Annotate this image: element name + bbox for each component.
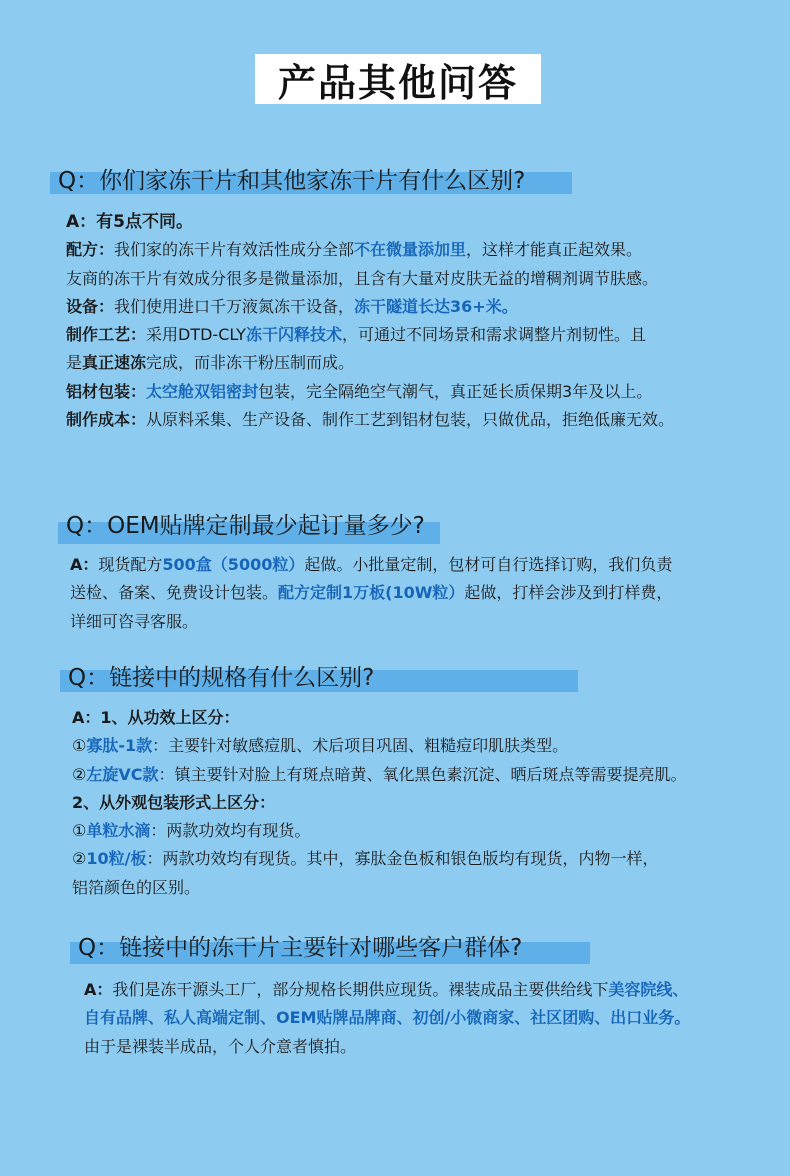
label-packaging: 铝材包装： (66, 381, 147, 401)
text: ① (72, 736, 87, 756)
answer-4-line-1 (84, 976, 690, 1004)
text: 从原料采集、生产设备、制作工艺到铝材包装，只做优品，拒绝低廉无效。 (146, 410, 675, 430)
highlight: 不在微量添加里 (354, 240, 467, 260)
answer-1 (66, 208, 674, 434)
text: 包装，完全隔绝空气潮气，真正延长质保期3年及以上。 (258, 381, 653, 401)
text: 我们家的冻干片有效活性成分全部 (114, 240, 355, 260)
label-formula: 配方： (66, 240, 115, 260)
highlight: 左旋VC款 (86, 764, 159, 784)
text: 是 (66, 353, 83, 373)
text: 我们使用进口千万液氮冻干设备， (114, 296, 355, 316)
highlight: 500盒（5000粒） (162, 555, 305, 574)
answer-3 (72, 704, 687, 902)
text: 起做，打样会涉及到打样费， (464, 583, 673, 603)
text: ：镇主要针对脸上有斑点暗黄、氧化黑色素沉淀、晒后斑点等需要提亮肌。 (158, 764, 687, 784)
text: ② (72, 764, 87, 784)
text: ② (72, 849, 87, 869)
answer-3-line-7: 铝箔颜色的区别。 (72, 877, 201, 897)
text: ：两款功效均有现货。 (150, 821, 311, 841)
highlight: 冻干隧道长达36+米。 (354, 296, 518, 316)
answer-1-line-1 (66, 236, 674, 264)
text: ：两款功效均有现货。其中，寡肽金色板和银色版均有现货，内物一样， (146, 849, 659, 869)
answer-label: A： (70, 555, 99, 574)
question-3: Q：链接中的规格有什么区别? (68, 665, 375, 691)
answer-4-line-2: 自有品牌、私人高端定制、OEM贴牌品牌商、初创/小微商家、社区团购、出口业务。 (84, 1008, 691, 1028)
label-cost: 制作成本： (66, 410, 147, 430)
text: 采用DTD-CLY (146, 325, 246, 345)
highlight: 太空舱双铝密封 (146, 381, 259, 401)
answer-4-line-3: 由于是裸装半成品，个人介意者慎拍。 (84, 1036, 357, 1056)
answer-1-line-6 (66, 378, 674, 406)
answer-1-head: A：有5点不同。 (66, 212, 193, 232)
question-4: Q：链接中的冻干片主要针对哪些客户群体? (78, 935, 523, 961)
answer-2-line-2 (70, 579, 672, 607)
page-title: 产品其他问答 (255, 54, 541, 104)
answer-1-line-7 (66, 406, 674, 434)
highlight: 10粒/板 (86, 849, 147, 869)
label-process: 制作工艺： (66, 325, 147, 345)
text: 完成，而非冻干粉压制而成。 (146, 353, 355, 373)
answer-label: A： (84, 980, 113, 999)
answer-3-line-4: 2、从外观包装形式上区分： (72, 792, 276, 812)
answer-4 (84, 976, 690, 1061)
answer-2-line-3: 详细可咨寻客服。 (70, 611, 199, 631)
text: ，这样才能真正起效果。 (466, 240, 643, 260)
bold-text: 真正速冻 (82, 353, 147, 373)
answer-3-line-5 (72, 817, 687, 845)
answer-2-line-1 (70, 551, 672, 579)
text: ：主要针对敏感痘肌、术后项目巩固、粗糙痘印肌肤类型。 (152, 736, 569, 756)
highlight: 单粒水滴 (86, 821, 151, 841)
highlight: 配方定制1万板(10W粒） (278, 583, 465, 603)
answer-1-line-5 (66, 349, 674, 377)
answer-3-line-3 (72, 761, 687, 789)
question-2: Q：OEM贴牌定制最少起订量多少? (66, 513, 425, 539)
text: ① (72, 821, 87, 841)
text: 起做。小批量定制，包材可自行选择订购，我们负责 (304, 555, 673, 574)
text: ，可通过不同场景和需求调整片剂韧性。且 (341, 325, 646, 345)
text: 送检、备案、免费设计包装。 (70, 583, 279, 603)
label-equipment: 设备： (66, 296, 115, 316)
answer-3-line-6 (72, 845, 687, 873)
highlight: 冻干闪释技术 (245, 325, 342, 345)
highlight: 美容院线、 (608, 980, 689, 999)
answer-1-line-2: 友商的冻干片有效成分很多是微量添加，且含有大量对皮肤无益的增稠剂调节肤感。 (66, 268, 659, 288)
answer-1-line-3 (66, 293, 674, 321)
answer-3-line-2 (72, 732, 687, 760)
text: 我们是冻干源头工厂，部分规格长期供应现货。裸装成品主要供给线下 (112, 980, 609, 999)
text: 现货配方 (98, 555, 163, 574)
answer-2 (70, 551, 672, 636)
highlight: 寡肽-1款 (86, 736, 153, 756)
answer-1-line-4 (66, 321, 674, 349)
question-1: Q：你们家冻干片和其他家冻干片有什么区别? (58, 168, 526, 194)
answer-3-line-1: A：1、从功效上区分： (72, 708, 240, 727)
